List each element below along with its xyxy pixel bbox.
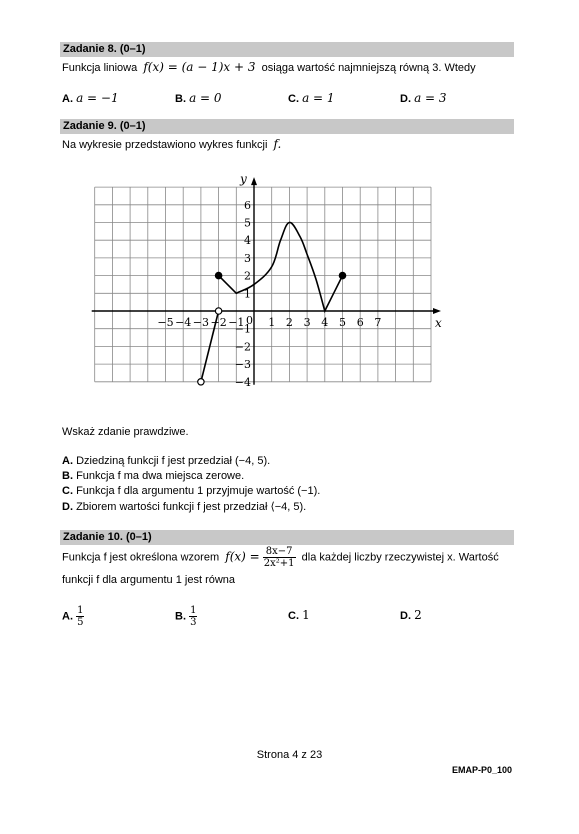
task9-answer-b: B. Funkcja f ma dwa miejsca zerowe. bbox=[62, 470, 245, 482]
y-axis-arrow bbox=[251, 177, 257, 185]
task10-option-c: C. 1 bbox=[288, 608, 310, 622]
graph-grid bbox=[95, 187, 431, 382]
task8-option-c: C. a = 1 bbox=[288, 91, 335, 105]
task8-stem: Funkcja liniowa f(x) = (a − 1)x + 3 osiąga wartość najmniejszą równą 3. Wtedy bbox=[62, 60, 476, 74]
task10-header bbox=[60, 530, 514, 545]
task9-answer-d: D. Zbiorem wartości funkcji f jest przedział ⟨−4, 5). bbox=[62, 501, 307, 513]
x-tick-label: −1 bbox=[228, 316, 245, 329]
x-tick-label: −2 bbox=[210, 316, 227, 329]
y-tick-label: 6 bbox=[244, 198, 251, 212]
x-tick-label: −3 bbox=[192, 316, 210, 329]
y-axis-label: y bbox=[240, 172, 247, 187]
graph-axes bbox=[92, 177, 441, 385]
x-tick-label: −4 bbox=[175, 316, 192, 329]
open-endpoint bbox=[198, 379, 204, 385]
closed-endpoint bbox=[339, 272, 345, 278]
x-tick-label: 6 bbox=[356, 316, 364, 329]
task8-option-b: B. a = 0 bbox=[175, 91, 222, 105]
task10-fraction: $\frac{8x-7}{\text{2x²+1}}$ bbox=[263, 546, 295, 569]
task10-stem: Funkcja f jest określona wzorem f(x) = $\frac{8x-7}{\text{2x²+1}}$ dla każdej liczby rzeczywistej x. Wartość bbox=[62, 546, 499, 569]
origin-label: 0 bbox=[246, 314, 253, 327]
x-tick-label: −5 bbox=[157, 316, 174, 329]
x-tick-label: 5 bbox=[339, 316, 346, 329]
y-tick-label: −4 bbox=[234, 375, 251, 389]
open-endpoint bbox=[215, 308, 221, 314]
y-tick-label: −2 bbox=[234, 340, 251, 354]
task9-stem: Na wykresie przedstawiono wykres funkcji f. bbox=[62, 137, 282, 151]
closed-endpoint bbox=[215, 272, 221, 278]
x-tick-label: 7 bbox=[374, 316, 382, 329]
y-tick-label: 1 bbox=[244, 287, 251, 301]
y-tick-label: 4 bbox=[244, 234, 251, 248]
task10-option-a: A. $\frac{1}{5}$ bbox=[62, 605, 84, 628]
y-tick-label: 5 bbox=[244, 216, 251, 230]
task9-header-text: Zadanie 9. (0–1) bbox=[63, 120, 146, 132]
x-tick-label: 3 bbox=[303, 316, 311, 329]
page-number: Strona 4 z 23 bbox=[256, 749, 323, 761]
curve-segment-2 bbox=[219, 222, 343, 311]
task10-stem-line2: funkcji f dla argumentu 1 jest równa bbox=[62, 574, 236, 586]
y-tick-label: −1 bbox=[234, 322, 251, 336]
task8-formula: f(x) = (a − 1)x + 3 bbox=[143, 60, 256, 74]
y-tick-label: −3 bbox=[234, 358, 251, 372]
task8-header-text: Zadanie 8. (0–1) bbox=[63, 43, 146, 55]
task10-option-d: D. 2 bbox=[400, 608, 422, 622]
document-code: EMAP-P0_100 bbox=[452, 765, 513, 775]
task9-answer-a: A. Dziedziną funkcji f jest przedział (−4, 5). bbox=[62, 455, 271, 467]
task9-question: Wskaż zdanie prawdziwe. bbox=[62, 426, 189, 438]
task10-header-text: Zadanie 10. (0–1) bbox=[63, 531, 152, 543]
task8-option-d: D. a = 3 bbox=[400, 91, 447, 105]
task10-option-b: B. $\frac{1}{3}$ bbox=[175, 605, 197, 628]
y-tick-label: 3 bbox=[244, 251, 251, 265]
x-tick-label: 2 bbox=[285, 316, 293, 329]
x-tick-label: 4 bbox=[321, 316, 329, 329]
x-axis-arrow bbox=[433, 308, 441, 314]
task8-option-a: A. a = −1 bbox=[62, 91, 119, 105]
x-tick-label: 1 bbox=[268, 316, 276, 329]
task9-answer-c: C. Funkcja f dla argumentu 1 przyjmuje wartość (−1). bbox=[62, 485, 321, 497]
y-tick-label: 2 bbox=[244, 269, 251, 283]
x-axis-label: x bbox=[435, 316, 442, 330]
